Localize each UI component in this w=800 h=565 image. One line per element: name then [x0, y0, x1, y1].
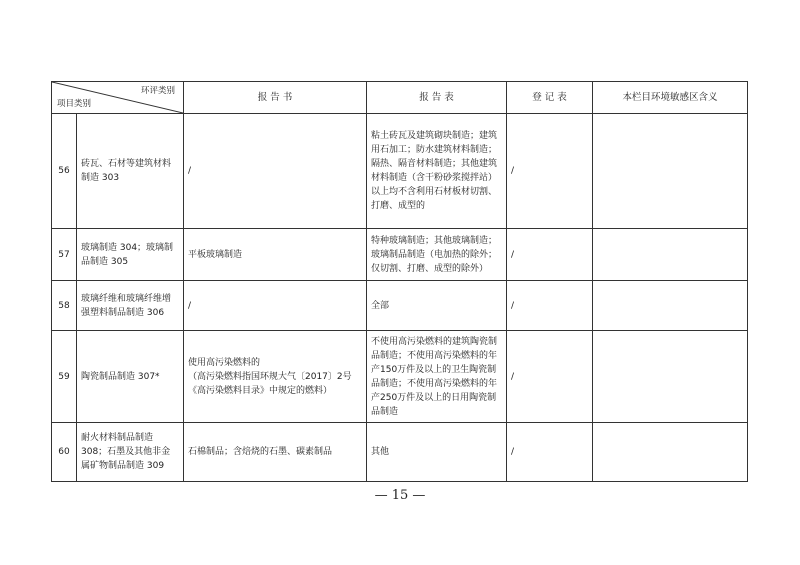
registration-cell: /: [507, 229, 593, 281]
header-report-book: 报 告 书: [184, 82, 367, 114]
sensitive-area-cell: [593, 114, 748, 229]
header-corner-cell: [52, 82, 184, 114]
registration-cell: /: [507, 281, 593, 331]
report-book-cell: 石棉制品；含焙烧的石墨、碳素制品: [184, 423, 367, 482]
report-book-cell: /: [184, 114, 367, 229]
page-number: — 15 —: [374, 488, 426, 503]
report-table-cell: 不使用高污染燃料的建筑陶瓷制品制造；不使用高污染燃料的年产150万件及以上的卫生陶瓷制品制造；不使用高污染燃料的年产250万件及以上的日用陶瓷制品制造: [367, 331, 507, 423]
report-table-cell: 粘土砖瓦及建筑砌块制造；建筑用石加工；防水建筑材料制造；隔热、隔音材料制造；其他建筑材料制造（含干粉砂浆搅拌站） 以上均不含利用石材板材切割、打磨、成型的: [367, 114, 507, 229]
header-report-table: 报 告 表: [367, 82, 507, 114]
report-table-cell: 其他: [367, 423, 507, 482]
sensitive-area-cell: [593, 423, 748, 482]
classification-table: [51, 81, 748, 482]
sensitive-area-cell: [593, 331, 748, 423]
row-number: 60: [52, 423, 77, 482]
report-book-cell: 使用高污染燃料的 （高污染燃料指国环规大气〔2017〕2号《高污染燃料目录》中规定的燃料）: [184, 331, 367, 423]
project-category: 玻璃纤维和玻璃纤维增强塑料制品制造 306: [77, 281, 184, 331]
report-book-cell: 平板玻璃制造: [184, 229, 367, 281]
header-env-category: 环评类别: [140, 86, 175, 96]
header-sensitive-area: 本栏目环境敏感区含义: [593, 82, 748, 114]
project-category: 砖瓦、石材等建筑材料制造 303: [77, 114, 184, 229]
sensitive-area-cell: [593, 229, 748, 281]
report-table-cell: 特种玻璃制造；其他玻璃制造；玻璃制品制造（电加热的除外；仅切割、打磨、成型的除外）: [367, 229, 507, 281]
table-row: [52, 423, 748, 482]
registration-cell: /: [507, 114, 593, 229]
header-registration: 登 记 表: [507, 82, 593, 114]
sensitive-area-cell: [593, 281, 748, 331]
table-row: [52, 229, 748, 281]
registration-cell: /: [507, 423, 593, 482]
table-row: [52, 114, 748, 229]
registration-cell: /: [507, 331, 593, 423]
report-book-cell: /: [184, 281, 367, 331]
table-header-row: [52, 82, 748, 114]
report-table-cell: 全部: [367, 281, 507, 331]
row-number: 58: [52, 281, 77, 331]
table-row: [52, 331, 748, 423]
row-number: 59: [52, 331, 77, 423]
row-number: 57: [52, 229, 77, 281]
table-row: [52, 281, 748, 331]
project-category: 陶瓷制品制造 307*: [77, 331, 184, 423]
header-project-category: 项目类别: [57, 99, 92, 109]
row-number: 56: [52, 114, 77, 229]
project-category: 玻璃制造 304；玻璃制品制造 305: [77, 229, 184, 281]
project-category: 耐火材料制品制造 308；石墨及其他非金属矿物制品制造 309: [77, 423, 184, 482]
